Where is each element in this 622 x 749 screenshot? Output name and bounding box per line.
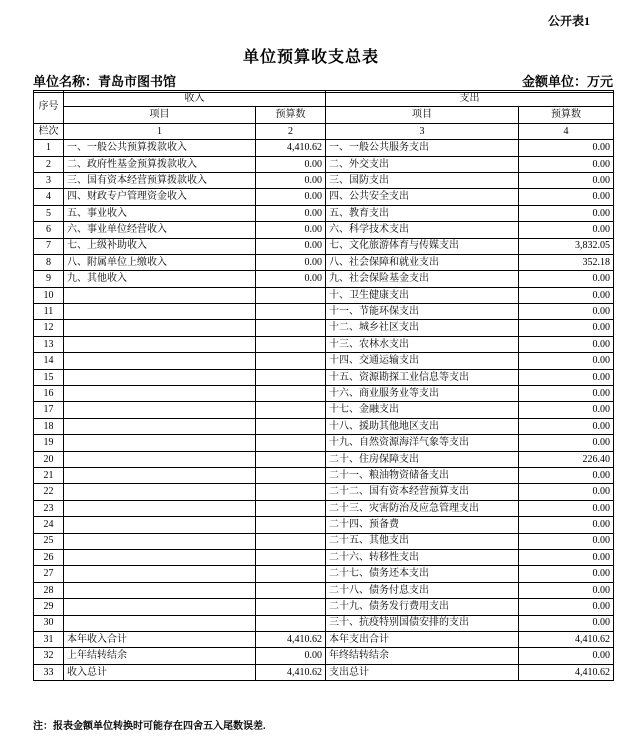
income-amount (256, 435, 326, 451)
table-row (34, 386, 614, 402)
table-row (34, 353, 614, 369)
income-item: 本年收入合计 (64, 631, 256, 647)
income-amount: 0.00 (256, 189, 326, 205)
expense-amount: 0.00 (519, 205, 614, 221)
row-number: 6 (34, 222, 64, 238)
expense-amount: 0.00 (519, 140, 614, 156)
table-row (34, 467, 614, 483)
table-row (34, 582, 614, 598)
income-amount (256, 402, 326, 418)
header-income-budget: 预算数 (256, 107, 326, 123)
income-item: 七、上级补助收入 (64, 238, 256, 254)
expense-item: 二十七、债务还本支出 (326, 566, 519, 582)
expense-item: 二十五、其他支出 (326, 533, 519, 549)
table-row (34, 336, 614, 352)
expense-item: 三十、抗疫特别国债安排的支出 (326, 615, 519, 631)
row-number: 8 (34, 254, 64, 270)
income-item (64, 484, 256, 500)
row-number: 23 (34, 500, 64, 516)
table-row (34, 615, 614, 631)
income-item (64, 353, 256, 369)
expense-amount: 0.00 (519, 566, 614, 582)
row-number: 21 (34, 467, 64, 483)
income-amount (256, 336, 326, 352)
income-amount: 4,410.62 (256, 631, 326, 647)
income-item (64, 533, 256, 549)
expense-item: 六、科学技术支出 (326, 222, 519, 238)
income-amount: 0.00 (256, 271, 326, 287)
header-col-1: 1 (64, 123, 256, 139)
income-amount (256, 418, 326, 434)
table-row (34, 189, 614, 205)
expense-amount: 0.00 (519, 287, 614, 303)
header-col-2: 2 (256, 123, 326, 139)
income-item (64, 549, 256, 565)
unit-name-label: 单位名称：青岛市图书馆 (33, 74, 177, 89)
table-body (34, 140, 614, 681)
income-item (64, 386, 256, 402)
expense-item: 十六、商业服务业等支出 (326, 386, 519, 402)
expense-item: 一、一般公共服务支出 (326, 140, 519, 156)
table-row (34, 648, 614, 664)
income-amount: 0.00 (256, 238, 326, 254)
income-amount (256, 287, 326, 303)
table-row (34, 222, 614, 238)
row-number: 4 (34, 189, 64, 205)
row-number: 13 (34, 336, 64, 352)
expense-item: 二十四、预备费 (326, 517, 519, 533)
table-row (34, 140, 614, 156)
table-row (34, 664, 614, 680)
row-number: 5 (34, 205, 64, 221)
table-row (34, 500, 614, 516)
income-amount (256, 369, 326, 385)
row-number: 32 (34, 648, 64, 664)
income-item (64, 467, 256, 483)
row-number: 11 (34, 304, 64, 320)
header-lanci: 栏次 (34, 123, 64, 139)
income-item: 六、事业单位经营收入 (64, 222, 256, 238)
row-number: 19 (34, 435, 64, 451)
expense-amount: 0.00 (519, 533, 614, 549)
expense-item: 二十九、债务发行费用支出 (326, 599, 519, 615)
income-amount: 4,410.62 (256, 664, 326, 680)
expense-item: 十二、城乡社区支出 (326, 320, 519, 336)
income-amount (256, 582, 326, 598)
expense-amount: 4,410.62 (519, 631, 614, 647)
expense-item: 十、卫生健康支出 (326, 287, 519, 303)
income-item: 一、一般公共预算拨款收入 (64, 140, 256, 156)
header-col-4: 4 (519, 123, 614, 139)
income-amount: 0.00 (256, 172, 326, 188)
table-row (34, 238, 614, 254)
header-row-lanci (34, 123, 614, 139)
row-number: 17 (34, 402, 64, 418)
income-amount (256, 484, 326, 500)
income-item: 九、其他收入 (64, 271, 256, 287)
income-item (64, 304, 256, 320)
row-number: 2 (34, 156, 64, 172)
header-expense-budget: 预算数 (519, 107, 614, 123)
income-amount (256, 353, 326, 369)
income-amount: 0.00 (256, 205, 326, 221)
table-row (34, 599, 614, 615)
expense-item: 十四、交通运输支出 (326, 353, 519, 369)
income-item: 收入总计 (64, 664, 256, 680)
income-amount (256, 615, 326, 631)
income-amount: 0.00 (256, 156, 326, 172)
expense-item: 九、社会保险基金支出 (326, 271, 519, 287)
expense-item: 二、外交支出 (326, 156, 519, 172)
expense-item: 二十六、转移性支出 (326, 549, 519, 565)
page-title: 单位预算收支总表 (242, 49, 379, 66)
income-item (64, 418, 256, 434)
expense-amount: 0.00 (519, 648, 614, 664)
expense-amount: 0.00 (519, 369, 614, 385)
expense-item: 二十八、债务付息支出 (326, 582, 519, 598)
income-amount (256, 517, 326, 533)
expense-item: 十九、自然资源海洋气象等支出 (326, 435, 519, 451)
income-item (64, 320, 256, 336)
expense-item: 十五、资源勘探工业信息等支出 (326, 369, 519, 385)
row-number: 33 (34, 664, 64, 680)
row-number: 7 (34, 238, 64, 254)
expense-item: 五、教育支出 (326, 205, 519, 221)
income-amount: 0.00 (256, 648, 326, 664)
row-number: 24 (34, 517, 64, 533)
expense-amount: 0.00 (519, 320, 614, 336)
expense-item: 十八、援助其他地区支出 (326, 418, 519, 434)
header-expense-group: 支出 (326, 91, 614, 107)
income-amount: 0.00 (256, 222, 326, 238)
income-amount (256, 320, 326, 336)
table-row (34, 271, 614, 287)
header-income-item: 项目 (64, 107, 256, 123)
income-item (64, 615, 256, 631)
expense-amount: 0.00 (519, 386, 614, 402)
header-expense-item: 项目 (326, 107, 519, 123)
header-seq: 序号 (34, 91, 64, 124)
table-row (34, 484, 614, 500)
income-item (64, 582, 256, 598)
row-number: 14 (34, 353, 64, 369)
row-number: 12 (34, 320, 64, 336)
expense-item: 四、公共安全支出 (326, 189, 519, 205)
income-amount (256, 451, 326, 467)
income-amount: 4,410.62 (256, 140, 326, 156)
table-row (34, 566, 614, 582)
expense-item: 支出总计 (326, 664, 519, 680)
expense-item: 三、国防支出 (326, 172, 519, 188)
amount-unit-label: 金额单位：万元 (521, 74, 613, 89)
income-item: 二、政府性基金预算拨款收入 (64, 156, 256, 172)
expense-item: 二十、住房保障支出 (326, 451, 519, 467)
expense-item: 十一、节能环保支出 (326, 304, 519, 320)
expense-amount: 0.00 (519, 156, 614, 172)
expense-item: 本年支出合计 (326, 631, 519, 647)
expense-amount: 0.00 (519, 304, 614, 320)
income-amount (256, 304, 326, 320)
income-item: 八、附属单位上缴收入 (64, 254, 256, 270)
row-number: 20 (34, 451, 64, 467)
table-row (34, 172, 614, 188)
expense-amount: 226.40 (519, 451, 614, 467)
income-item (64, 435, 256, 451)
expense-amount: 0.00 (519, 353, 614, 369)
expense-item: 七、文化旅游体育与传媒支出 (326, 238, 519, 254)
income-amount: 0.00 (256, 254, 326, 270)
expense-amount: 0.00 (519, 549, 614, 565)
row-number: 26 (34, 549, 64, 565)
row-number: 27 (34, 566, 64, 582)
row-number: 31 (34, 631, 64, 647)
table-row (34, 418, 614, 434)
header-row-columns (34, 107, 614, 123)
expense-amount: 0.00 (519, 222, 614, 238)
expense-amount: 0.00 (519, 467, 614, 483)
expense-item: 八、社会保障和就业支出 (326, 254, 519, 270)
expense-item: 年终结转结余 (326, 648, 519, 664)
income-amount (256, 500, 326, 516)
income-amount (256, 549, 326, 565)
row-number: 3 (34, 172, 64, 188)
income-item (64, 402, 256, 418)
table-row (34, 533, 614, 549)
expense-item: 十七、金融支出 (326, 402, 519, 418)
row-number: 10 (34, 287, 64, 303)
row-number: 9 (34, 271, 64, 287)
row-number: 25 (34, 533, 64, 549)
expense-amount: 0.00 (519, 189, 614, 205)
expense-item: 二十二、国有资本经营预算支出 (326, 484, 519, 500)
expense-amount: 0.00 (519, 517, 614, 533)
expense-amount: 4,410.62 (519, 664, 614, 680)
row-number: 30 (34, 615, 64, 631)
expense-amount: 0.00 (519, 484, 614, 500)
table-row (34, 369, 614, 385)
expense-amount: 0.00 (519, 500, 614, 516)
footnote: 注：报表金额单位转换时可能存在四舍五入尾数误差. (33, 721, 266, 732)
income-amount (256, 533, 326, 549)
budget-table (33, 90, 614, 681)
row-number: 1 (34, 140, 64, 156)
income-amount (256, 599, 326, 615)
table-row (34, 254, 614, 270)
table-row (34, 402, 614, 418)
expense-amount: 0.00 (519, 582, 614, 598)
table-row (34, 517, 614, 533)
row-number: 15 (34, 369, 64, 385)
expense-amount: 0.00 (519, 172, 614, 188)
table-row (34, 435, 614, 451)
expense-amount: 352.18 (519, 254, 614, 270)
income-amount (256, 386, 326, 402)
income-item: 五、事业收入 (64, 205, 256, 221)
table-row (34, 451, 614, 467)
row-number: 16 (34, 386, 64, 402)
expense-amount: 0.00 (519, 402, 614, 418)
income-item: 上年结转结余 (64, 648, 256, 664)
income-item (64, 287, 256, 303)
table-row (34, 287, 614, 303)
income-amount (256, 566, 326, 582)
header-col-3: 3 (326, 123, 519, 139)
expense-amount: 0.00 (519, 336, 614, 352)
income-item: 四、财政专户管理资金收入 (64, 189, 256, 205)
header-row-groups (34, 91, 614, 107)
expense-amount: 0.00 (519, 615, 614, 631)
income-item (64, 336, 256, 352)
expense-amount: 3,832.05 (519, 238, 614, 254)
income-item: 三、国有资本经营预算拨款收入 (64, 172, 256, 188)
header-income-group: 收入 (64, 91, 326, 107)
income-item (64, 500, 256, 516)
expense-amount: 0.00 (519, 599, 614, 615)
row-number: 28 (34, 582, 64, 598)
income-amount (256, 467, 326, 483)
table-row (34, 320, 614, 336)
income-item (64, 369, 256, 385)
row-number: 29 (34, 599, 64, 615)
table-row (34, 631, 614, 647)
income-item (64, 517, 256, 533)
expense-amount: 0.00 (519, 435, 614, 451)
table-row (34, 304, 614, 320)
income-item (64, 566, 256, 582)
row-number: 18 (34, 418, 64, 434)
expense-item: 二十一、粮油物资储备支出 (326, 467, 519, 483)
income-item (64, 451, 256, 467)
expense-item: 十三、农林水支出 (326, 336, 519, 352)
expense-amount: 0.00 (519, 418, 614, 434)
table-row (34, 549, 614, 565)
expense-item: 二十三、灾害防治及应急管理支出 (326, 500, 519, 516)
row-number: 22 (34, 484, 64, 500)
income-item (64, 599, 256, 615)
table-row (34, 156, 614, 172)
table-row (34, 205, 614, 221)
corner-label: 公开表1 (547, 14, 590, 28)
expense-amount: 0.00 (519, 271, 614, 287)
